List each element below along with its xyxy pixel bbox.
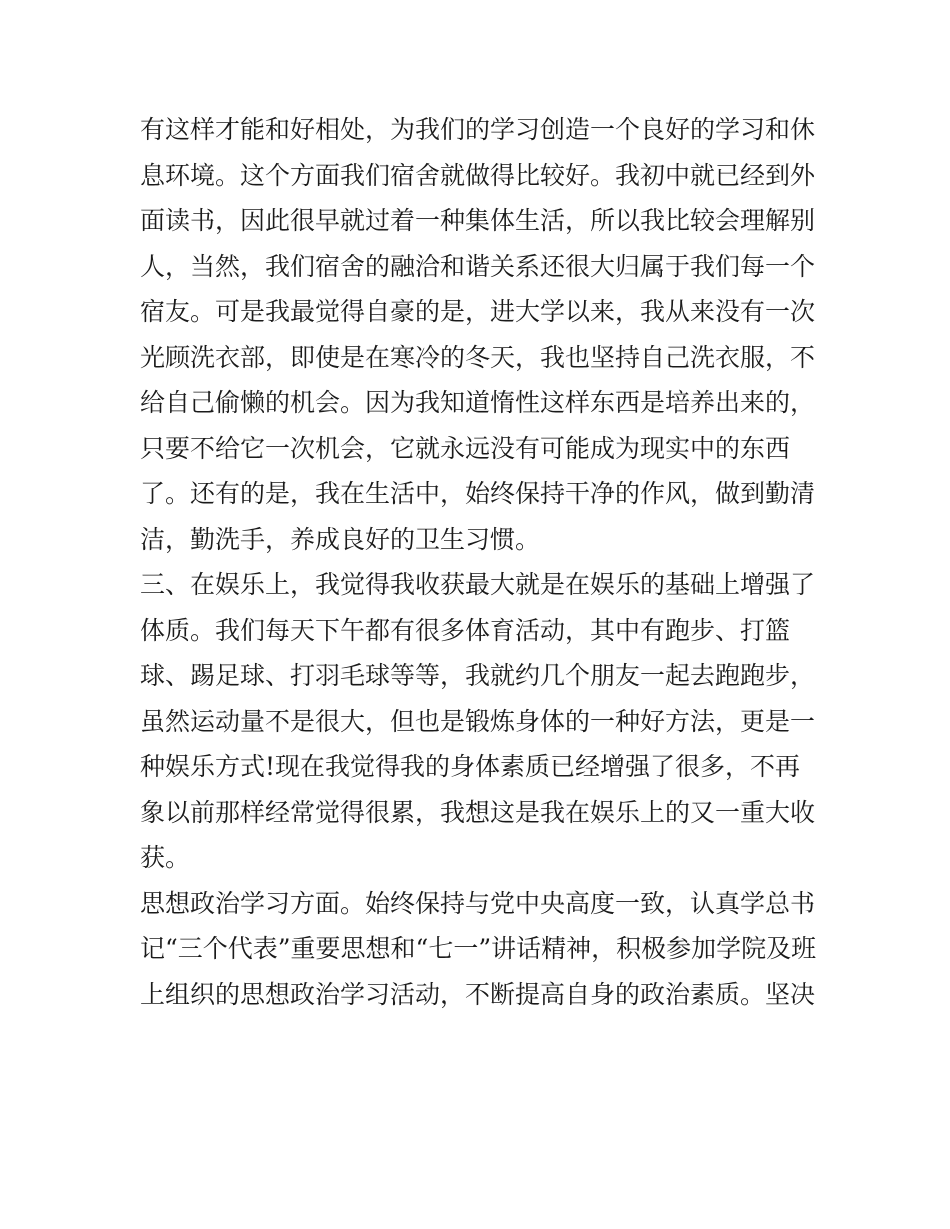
text-line: 虽然运动量不是很大，但也是锻炼身体的一种好方法，更是一 (140, 706, 816, 736)
text-line: 记“三个代表”重要思想和“七一”讲话精神，积极参加学院及班 (140, 934, 817, 963)
text-line: 象以前那样经常觉得很累，我想这是我在娱乐上的又一重大收 (140, 797, 816, 827)
text-line: 面读书，因此很早就过着一种集体生活，所以我比较会理解别 (140, 206, 816, 235)
text-line: 获。 (140, 843, 191, 872)
text-line: 宿友。可是我最觉得自豪的是，进大学以来，我从来没有一次 (140, 297, 816, 326)
text-line: 体质。我们每天下午都有很多体育活动，其中有跑步、打篮 (140, 615, 791, 645)
text-line: 三、在娱乐上，我觉得我收获最大就是在娱乐的基础上增强了 (140, 570, 816, 599)
text-line: 思想政治学习方面。始终保持与党中央高度一致，认真学总书 (140, 888, 816, 918)
text-line: 只要不给它一次机会，它就永远没有可能成为现实中的东西 (140, 433, 791, 463)
body-text (140, 107, 820, 1017)
text-line: 洁，勤洗手，养成良好的卫生习惯。 (140, 524, 541, 554)
text-line: 了。还有的是，我在生活中，始终保持干净的作风，做到勤清 (140, 479, 816, 508)
text-line: 息环境。这个方面我们宿舍就做得比较好。我初中就已经到外 (140, 160, 816, 190)
text-line: 给自己偷懒的机会。因为我知道惰性这样东西是培养出来的， (140, 388, 816, 417)
text-line: 有这样才能和好相处，为我们的学习创造一个良好的学习和休 (140, 115, 816, 144)
text-line: 人，当然，我们宿舍的融洽和谐关系还很大归属于我们每一个 (140, 251, 816, 281)
text-line: 种娱乐方式!现在我觉得我的身体素质已经增强了很多，不再 (140, 752, 801, 781)
text-line: 光顾洗衣部，即使是在寒冷的冬天，我也坚持自己洗衣服，不 (140, 342, 816, 372)
text-line: 上组织的思想政治学习活动，不断提高自身的政治素质。坚决 (140, 979, 816, 1009)
text-line: 球、踢足球、打羽毛球等等，我就约几个朋友一起去跑跑步， (140, 661, 816, 690)
